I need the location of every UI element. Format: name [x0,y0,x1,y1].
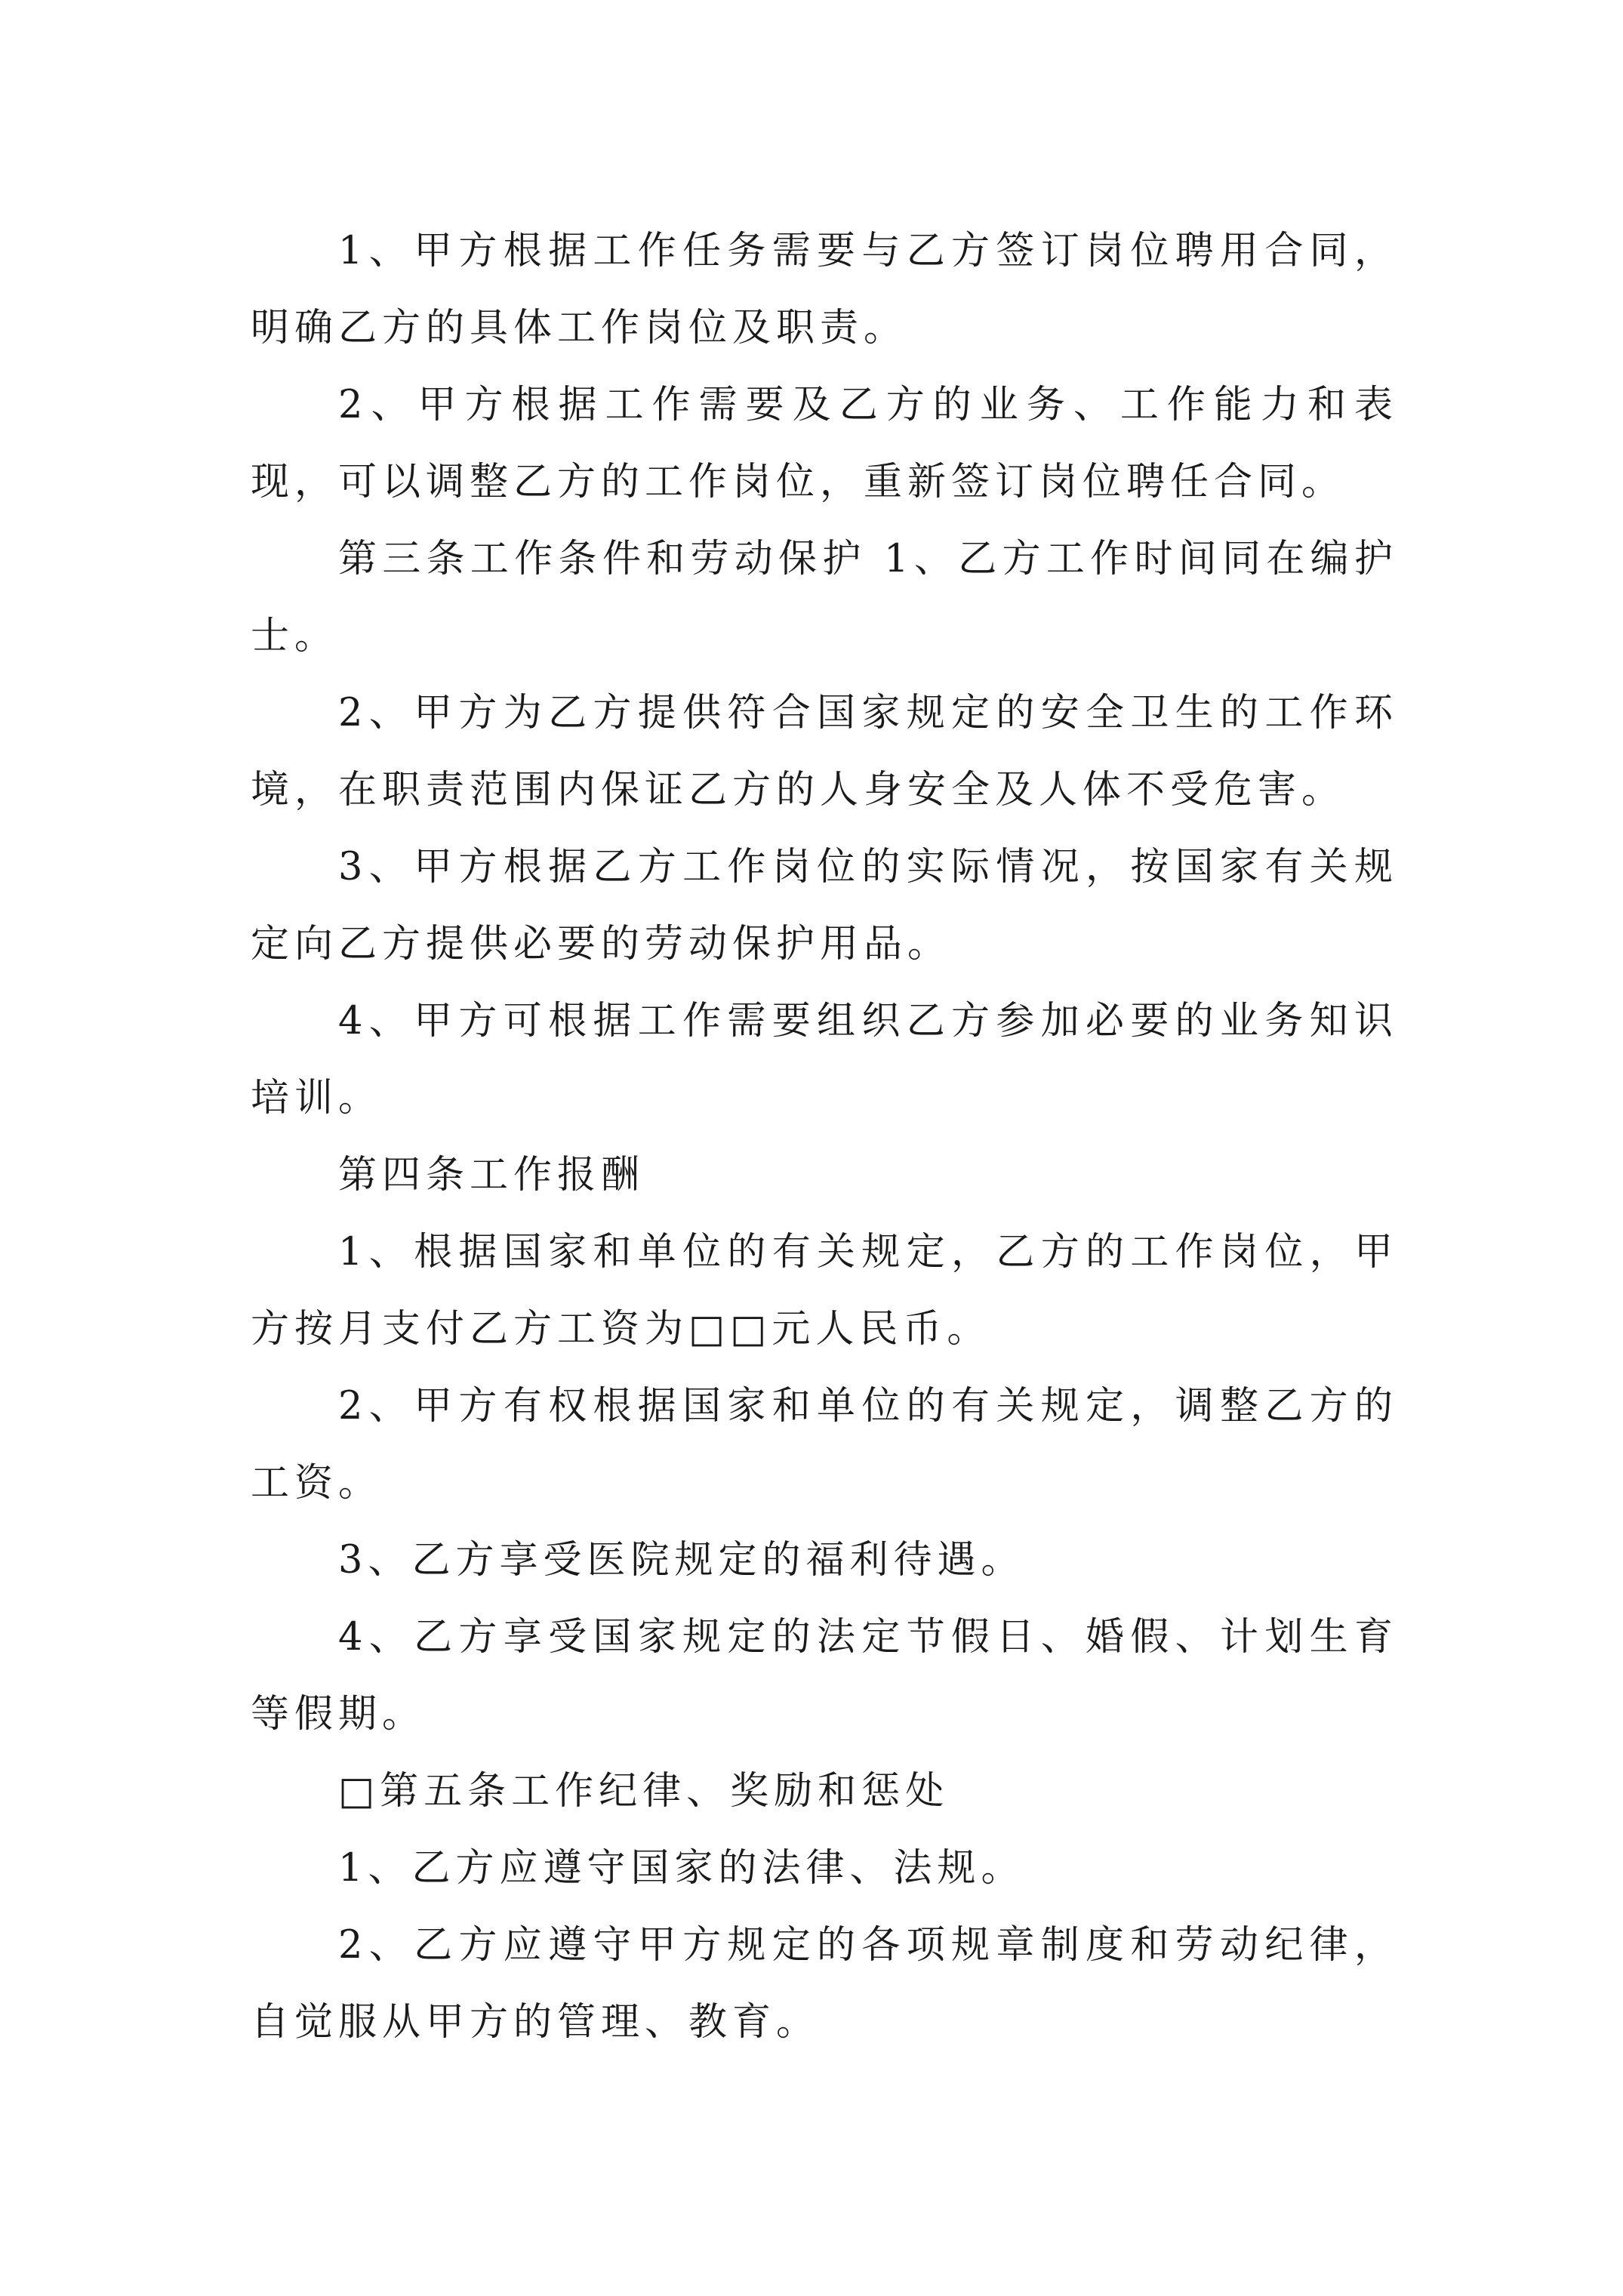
paragraph-13: 1、乙方应遵守国家的法律、法规。 [338,1846,1025,1891]
paragraph-5: 3、甲方根据乙方工作岗位的实际情况，按国家有关规定向乙方提供必要的劳动保护用品。 [251,845,1398,966]
paragraph-11: 4、乙方享受国家规定的法定节假日、婚假、计划生育等假期。 [251,1615,1398,1737]
paragraph-8: 1、根据国家和单位的有关规定，乙方的工作岗位，甲方按月支付乙方工资为□□元人民币。 [251,1230,1398,1351]
section-heading-4: 第四条工作报酬 [338,1153,645,1197]
paragraph-4: 2、甲方为乙方提供符合国家规定的安全卫生的工作环境，在职责范围内保证乙方的人身安全及人体不受危害。 [251,691,1398,812]
paragraph-10: 3、乙方享受医院规定的福利待遇。 [338,1538,1025,1583]
paragraph-14: 2、乙方应遵守甲方规定的各项规章制度和劳动纪律，自觉服从甲方的管理、教育。 [251,1923,1398,2045]
paragraph-9: 2、甲方有权根据国家和单位的有关规定，调整乙方的工资。 [251,1384,1398,1505]
paragraph-1: 1、甲方根据工作任务需要与乙方签订岗位聘用合同，明确乙方的具体工作岗位及职责。 [251,229,1398,350]
paragraph-2: 2、甲方根据工作需要及乙方的业务、工作能力和表现，可以调整乙方的工作岗位，重新签订岗位聘任合同。 [251,383,1398,504]
paragraph-6: 4、甲方可根据工作需要组织乙方参加必要的业务知识培训。 [251,999,1398,1120]
section-heading-5: □第五条工作纪律、奖励和惩处 [338,1769,950,1814]
paragraph-3: 第三条工作条件和劳动保护 1、乙方工作时间同在编护士。 [251,537,1398,658]
document-body [251,213,1398,2061]
